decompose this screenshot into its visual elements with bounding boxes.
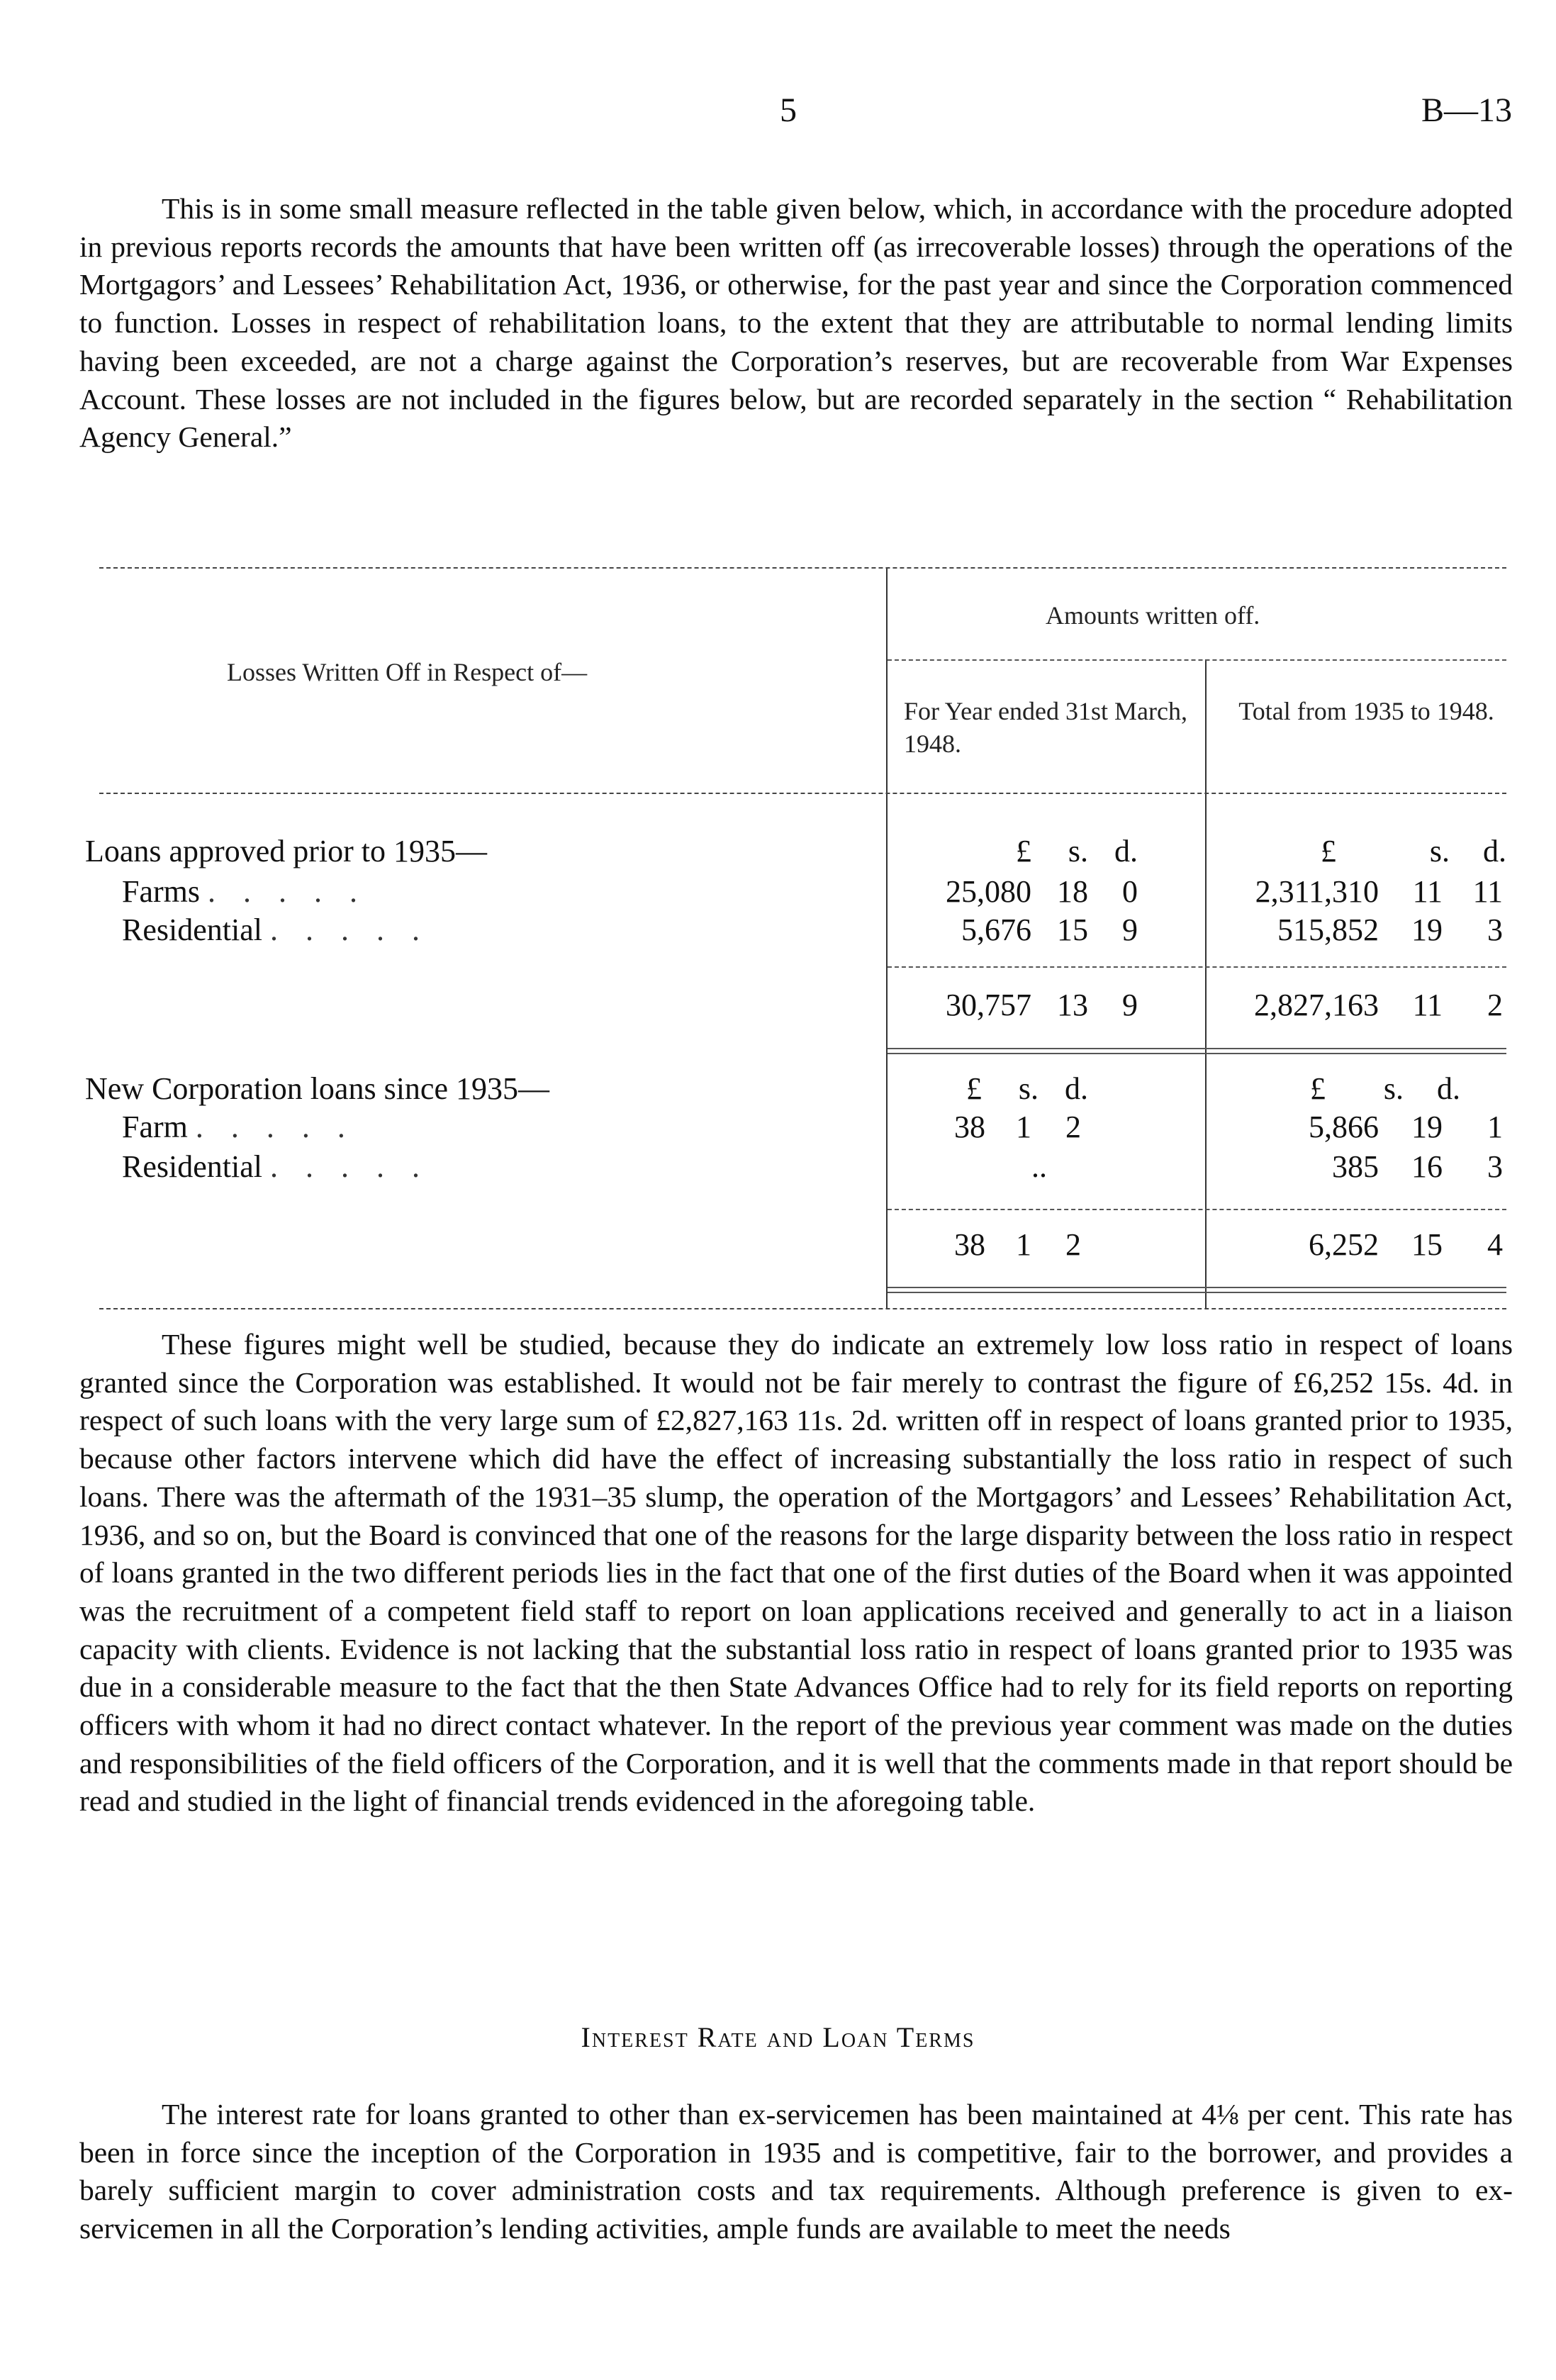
col1-currency-units-2 — [946, 1071, 1088, 1107]
row-farms-label: Farms — [122, 874, 200, 909]
leader-dots: . . . . . — [208, 874, 367, 909]
pence-value: 3 — [1487, 912, 1503, 947]
col2-header: Total from 1935 to 1948. — [1238, 697, 1494, 725]
table-row-total-value — [1223, 1149, 1503, 1185]
leader-dots: . . . . . — [269, 1149, 430, 1184]
table-row-label — [122, 912, 430, 949]
shillings-value: 11 — [1412, 874, 1443, 909]
table-row-value — [922, 1109, 1081, 1146]
discussion-paragraph: These figures might well be studied, because they do indicate an extremely low loss ratio in respect of loans granted since the Corporation was established. It would not be fair merely to contrast the figure of £6,252 15s. 4d. in respect of such loans with the very large sum of £2,827,163 11s. 2d. written off in respect of loans granted prior to 1935, because other factors intervene which did have the effect of increasing substantially the loss ratio in respect of such loans. There was the aftermath of the 1931–35 slump, the operation of the Mortgagors’ and Lessees’ Rehabilitation Act, 1936, and so on, but the Board is convinced that one of the reasons for the large disparity between the loss ratio in respect of loans granted in the two different periods lies in the fact that one of the first duties of the Board when it was appointed was the recruitment of a competent field staff to report on loan applications received and generally to act in a liaison capacity with clients. Evidence is not lacking that the substantial loss ratio in respect of loans granted prior to 1935 was due in a considerable measure to the fact that the then State Advances Office had to rely for its field reports on reporting officers with whom it had no direct contact whatever. In the report of the previous year comment was made on the duties and responsibilities of the field officers of the Corporation, and it is well that the comments made in that report should be read and studied in the light of financial trends evidenced in the aforegoing table. — [79, 1328, 1513, 1818]
shillings-value: 15 — [1411, 1227, 1443, 1262]
leader-dots: . . . . . — [195, 1110, 355, 1144]
row-farm-label: Farm — [122, 1110, 188, 1144]
shillings-value: 19 — [1411, 1110, 1443, 1144]
pence-value: 0 — [1122, 874, 1138, 909]
row-residential-label-2: Residential — [122, 1149, 262, 1184]
pence-value: 2 — [1065, 1110, 1081, 1144]
shilling-unit: s. — [1018, 1071, 1039, 1106]
section1-total-col1 — [897, 987, 1138, 1024]
shillings-value: 13 — [1057, 988, 1088, 1022]
report-code: B—13 — [1421, 91, 1512, 129]
pound-unit: £ — [1321, 834, 1336, 868]
group-header: Amounts written off. — [1046, 601, 1260, 630]
pence-unit: d. — [1114, 834, 1138, 868]
section1-total-col2 — [1223, 987, 1503, 1024]
pence-value: 1 — [1487, 1110, 1503, 1144]
interest-paragraph: The interest rate for loans granted to other than ex-servicemen has been maintained at 4⅛ per cent. This rate has been in force since the inception of the Corporation in 1935 and is competitive, fair to the borrower, and provides a barely sufficient margin to cover administration costs and tax requirements. Although preference is given to ex-servicemen in all the Corporation’s lending activities, ample funds are available to meet the needs — [79, 2098, 1513, 2245]
pound-unit: £ — [966, 1071, 982, 1106]
section2-title: New Corporation loans since 1935— — [85, 1071, 549, 1106]
table-row-total-value — [1223, 873, 1503, 910]
pence-unit: d. — [1065, 1071, 1088, 1106]
pounds-value: 5,866 — [1309, 1110, 1379, 1144]
pounds-value: 385 — [1332, 1149, 1379, 1184]
table-row-total-value — [1223, 912, 1503, 949]
row-header: Losses Written Off in Respect of— — [227, 658, 588, 686]
pence-value: 9 — [1122, 912, 1138, 947]
table-row-value — [897, 912, 1138, 949]
table-row-label — [122, 1149, 430, 1185]
shillings-value: 1 — [1016, 1227, 1031, 1262]
pence-value: 9 — [1122, 988, 1138, 1022]
pence-value: 4 — [1487, 1227, 1503, 1262]
pounds-value: 2,827,163 — [1254, 988, 1379, 1022]
col2-currency-units-1 — [1223, 833, 1506, 870]
table-row-value — [897, 873, 1138, 910]
pound-unit: £ — [1016, 834, 1031, 868]
header-bottom-rule — [99, 793, 1506, 794]
table-divider-cols — [1205, 659, 1207, 1309]
group-header-rule — [888, 659, 1506, 661]
pounds-value: 30,757 — [946, 988, 1031, 1022]
total-rule-2a — [888, 1287, 1506, 1288]
shillings-value: 16 — [1411, 1149, 1443, 1184]
shillings-value: 1 — [1016, 1110, 1031, 1144]
shilling-unit: s. — [1383, 1071, 1404, 1106]
pounds-value: 38 — [954, 1110, 985, 1144]
pounds-value: 38 — [954, 1227, 985, 1262]
total-rule-2b — [888, 1292, 1506, 1293]
subtotal-rule-1 — [888, 966, 1506, 968]
pounds-value: 2,311,310 — [1255, 874, 1379, 909]
pounds-value: 25,080 — [946, 874, 1031, 909]
table-bottom-rule — [99, 1308, 1506, 1309]
pounds-value: 6,252 — [1309, 1227, 1379, 1262]
section1-title: Loans approved prior to 1935— — [85, 834, 487, 868]
section2-total-col2 — [1223, 1227, 1503, 1263]
empty-value-marker: .. — [1031, 1149, 1047, 1184]
shillings-value: 11 — [1412, 988, 1443, 1022]
table-row-label — [122, 1109, 355, 1146]
shillings-value: 15 — [1057, 912, 1088, 947]
pence-value: 3 — [1487, 1149, 1503, 1184]
shilling-unit: s. — [1429, 834, 1450, 868]
page-number: 5 — [780, 91, 797, 129]
section2-total-col1 — [922, 1227, 1081, 1263]
total-rule-1a — [888, 1048, 1506, 1049]
shilling-unit: s. — [1068, 834, 1088, 868]
col1-currency-units-1 — [897, 833, 1138, 870]
subtotal-rule-2 — [888, 1209, 1506, 1210]
table-row-label — [122, 873, 367, 910]
table-top-rule — [99, 567, 1506, 569]
intro-paragraph: This is in some small measure reflected in the table given below, which, in accordance with the procedure adopted in previous reports records the amounts that have been written off (as irrecoverable losses) through the operations of the Mortgagors’ and Lessees’ Rehabilitation Act, 1936, or otherwise, for the past year and since the Corporation commenced to function. Losses in respect of rehabilitation loans, to the extent that they are attributable to normal lending limits having been exceeded, are not a charge against the Corporation’s reserves, but are recoverable from War Expenses Account. These losses are not included in the figures below, but are recorded separately in the section “ Rehabilitation Agency General.” — [79, 192, 1513, 454]
col1-header: For Year ended 31st March, 1948. — [904, 697, 1187, 758]
table-row-total-value — [1223, 1109, 1503, 1146]
shillings-value: 18 — [1057, 874, 1088, 909]
pounds-value: 515,852 — [1277, 912, 1379, 947]
pence-unit: d. — [1483, 834, 1506, 868]
pence-value: 2 — [1487, 988, 1503, 1022]
pound-unit: £ — [1310, 1071, 1326, 1106]
leader-dots: . . . . . — [269, 912, 430, 947]
total-rule-1b — [888, 1053, 1506, 1054]
row-residential-label: Residential — [122, 912, 262, 947]
pounds-value: 5,676 — [961, 912, 1031, 947]
pence-value: 2 — [1065, 1227, 1081, 1262]
section-heading: Interest Rate and Loan Terms — [581, 2021, 975, 2053]
shillings-value: 19 — [1411, 912, 1443, 947]
pence-unit: d. — [1437, 1071, 1460, 1106]
pence-value: 11 — [1472, 874, 1503, 909]
table-divider-main — [886, 569, 888, 1309]
col2-currency-units-2 — [1248, 1071, 1460, 1107]
